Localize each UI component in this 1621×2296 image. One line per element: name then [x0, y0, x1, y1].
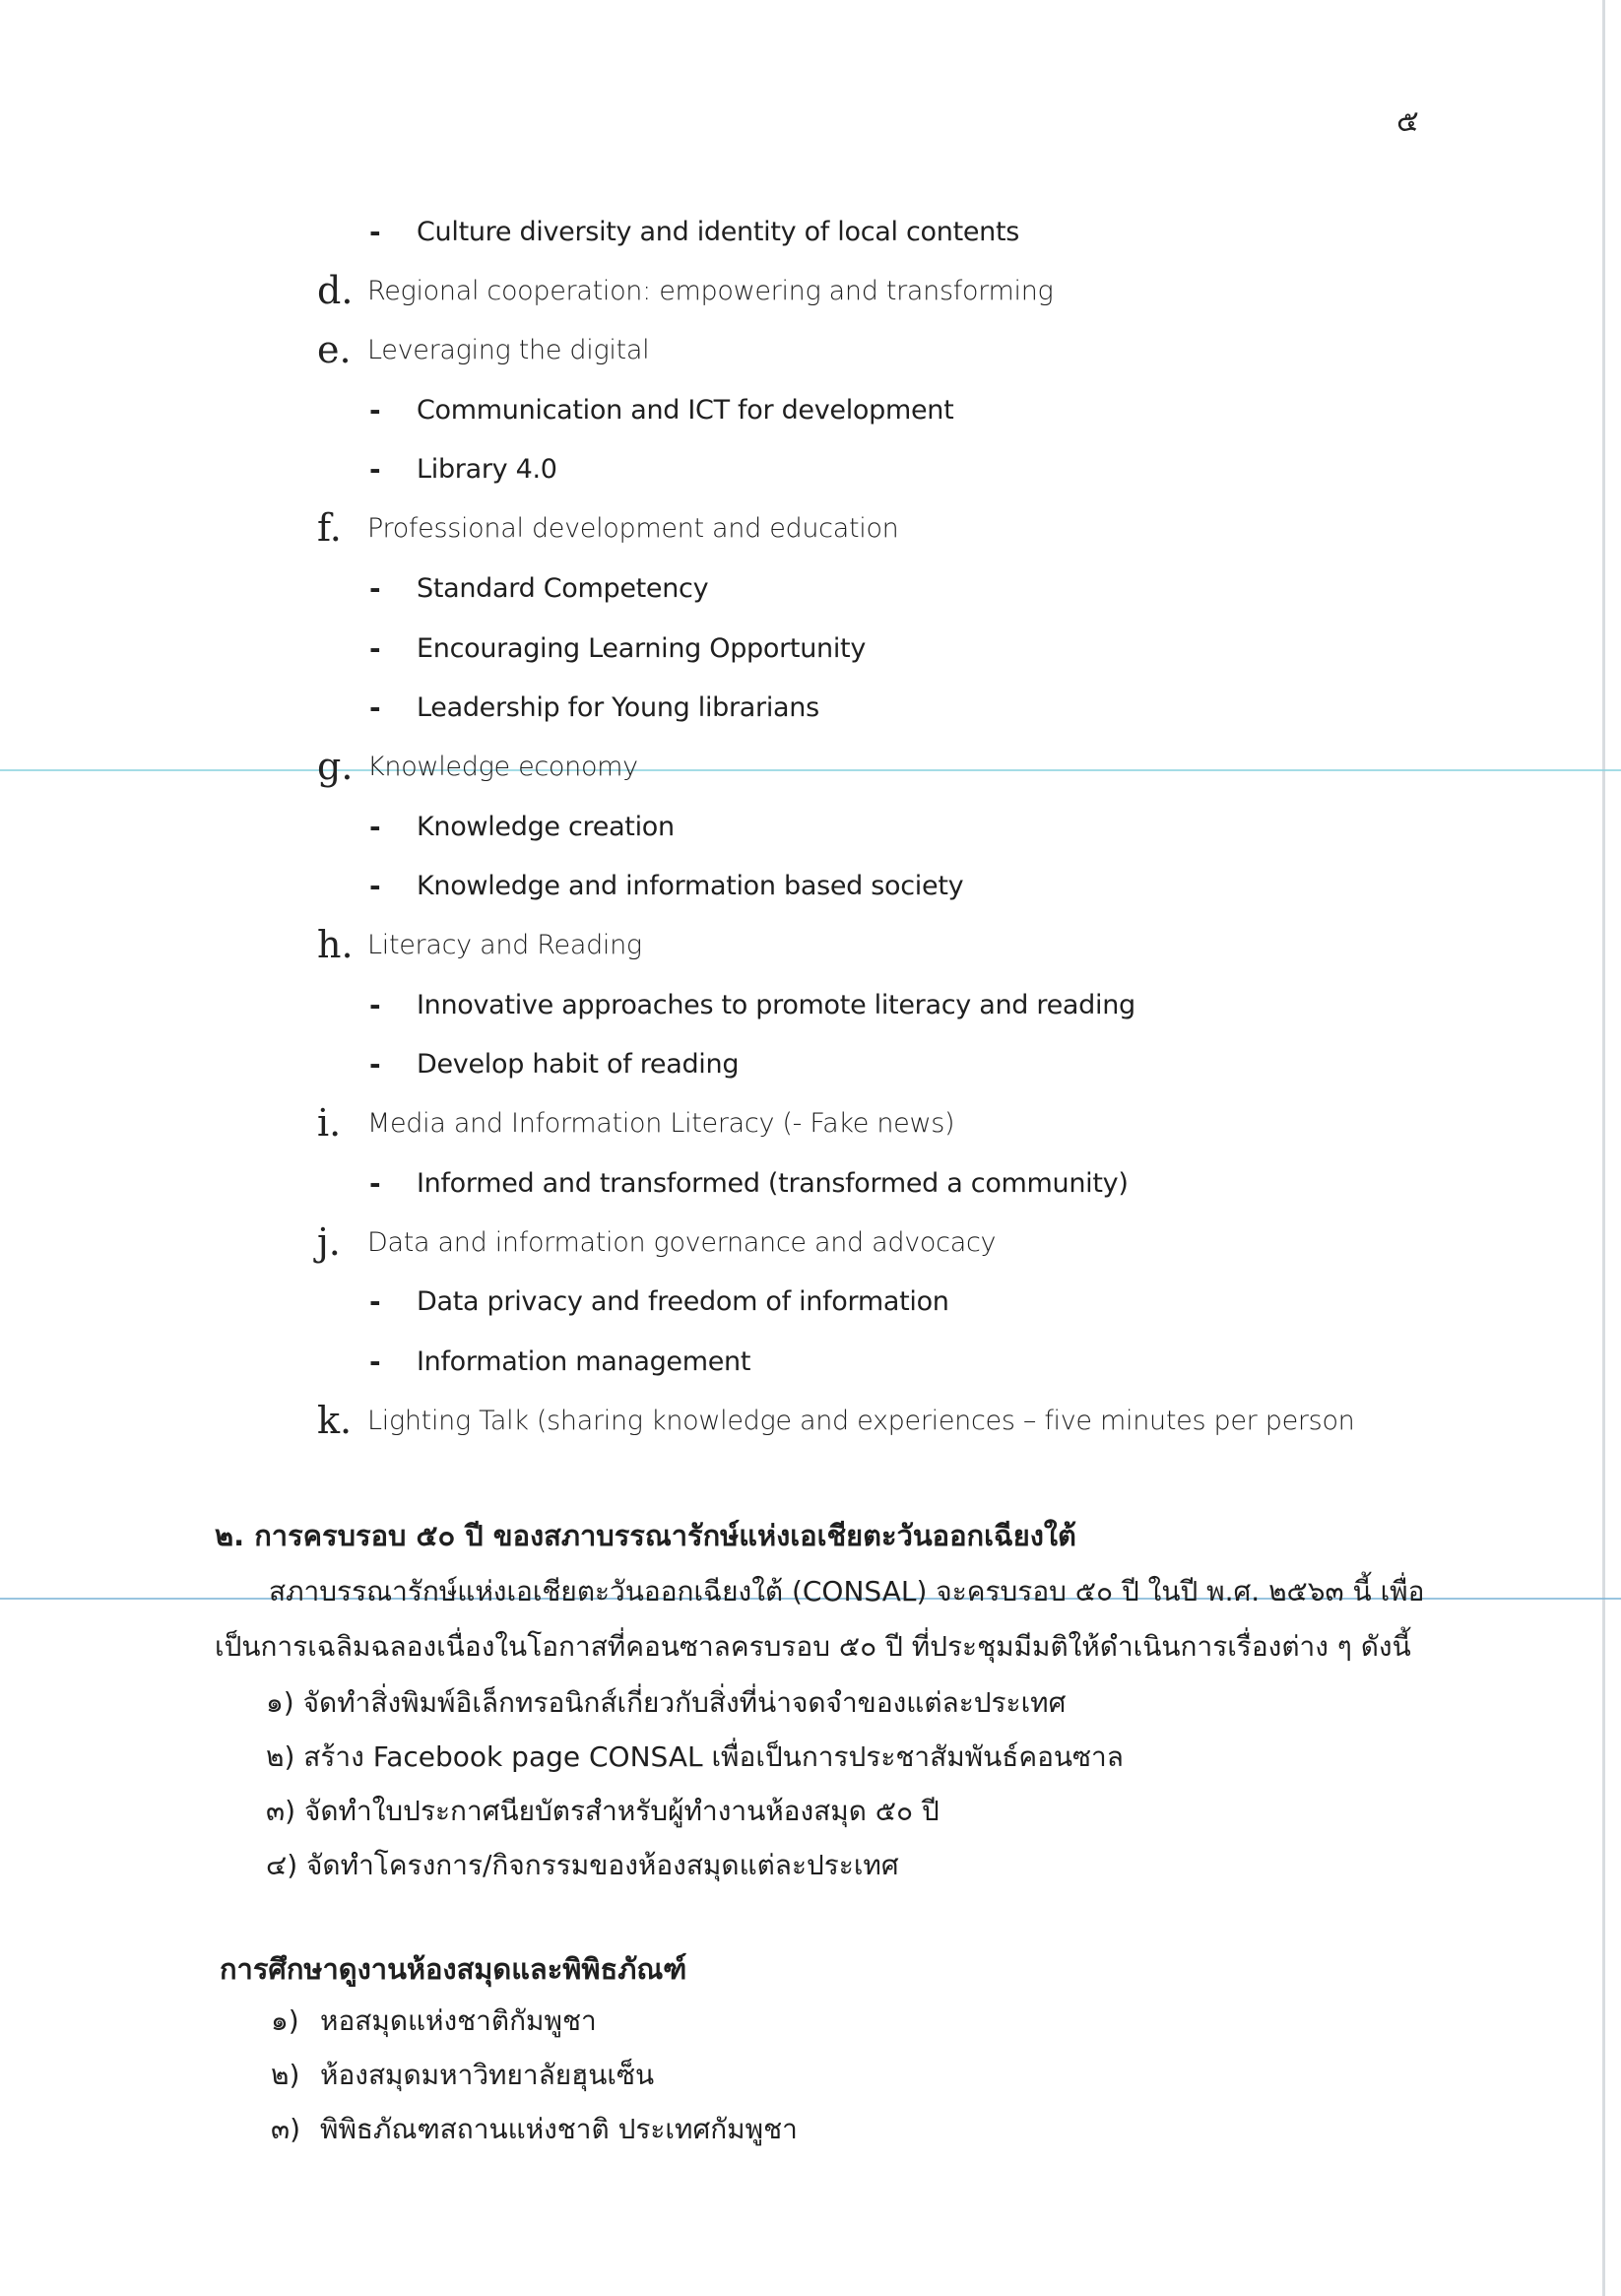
outline-item-text: Data and information governance and advocacy [367, 1226, 997, 1258]
scan-edge-line [1602, 0, 1605, 2296]
outline-marker: k. [317, 1399, 353, 1442]
dash-bullet: - [369, 1345, 381, 1378]
numbered-item-text: ห้องสมุดมหาวิทยาลัยฮุนเซ็น [320, 2059, 655, 2091]
dash-bullet: - [369, 393, 381, 426]
dash-bullet: - [369, 988, 381, 1021]
outline-subitem-text: Informed and transformed (transformed a community) [417, 1167, 1129, 1199]
numbered-item-text: พิพิธภัณฑสถานแห่งชาติ ประเทศกัมพูชา [320, 2113, 798, 2145]
outline-item-text: Literacy and Reading [367, 929, 642, 960]
outline-marker: j. [317, 1220, 341, 1264]
section-paragraph-line: เป็นการเฉลิมฉลองเนื่องในโอกาสที่คอนซาลครบรอบ ๕๐ ปี ที่ประชุมมีมติให้ดำเนินการเรื่องต่าง ๆ ดังนี้ [215, 1630, 1411, 1663]
dash-bullet: - [369, 1166, 381, 1200]
outline-marker: e. [317, 328, 352, 371]
outline-subitem-text: Knowledge and information based society [417, 870, 964, 901]
numbered-item: ๓) จัดทำใบประกาศนียบัตรสำหรับผู้ทำงานห้องสมุด ๕๐ ปี [266, 1795, 940, 1827]
outline-subitem-text: Knowledge creation [417, 811, 675, 842]
outline-item-text: Lighting Talk (sharing knowledge and experiences – five minutes per person [367, 1405, 1355, 1436]
numbered-item-number: ๓) [271, 2113, 301, 2145]
section-paragraph-line: สภาบรรณารักษ์แห่งเอเชียตะวันออกเฉียงใต้ (CONSAL) จะครบรอบ ๕๐ ปี ในปี พ.ศ. ๒๕๖๓ นี้ เพื่อ [269, 1575, 1425, 1607]
dash-bullet: - [369, 452, 381, 486]
numbered-item-number: ๒) [271, 2059, 300, 2091]
outline-subitem-text: Communication and ICT for development [417, 394, 954, 426]
dash-bullet: - [369, 571, 381, 605]
outline-subitem-text: Culture diversity and identity of local contents [417, 216, 1020, 247]
outline-subitem-text: Innovative approaches to promote literacy and reading [417, 989, 1135, 1020]
outline-item-text: Professional development and education [367, 512, 899, 544]
outline-subitem-text: Leadership for Young librarians [417, 691, 819, 723]
outline-item-text: Leveraging the digital [367, 334, 650, 365]
scan-artifact-line [0, 769, 1621, 771]
numbered-item: ๔) จัดทำโครงการ/กิจกรรมของห้องสมุดแต่ละประเทศ [266, 1849, 899, 1881]
dash-bullet: - [369, 215, 381, 248]
numbered-item: ๑) จัดทำสิ่งพิมพ์อิเล็กทรอนิกส์เกี่ยวกับสิ่งที่น่าจดจำของแต่ละประเทศ [266, 1686, 1067, 1719]
outline-marker: d. [317, 269, 354, 312]
outline-subitem-text: Encouraging Learning Opportunity [417, 632, 866, 664]
section-heading: ๒. การครบรอบ ๕๐ ปี ของสภาบรรณารักษ์แห่งเอเชียตะวันออกเฉียงใต้ [215, 1519, 1076, 1552]
dash-bullet: - [369, 810, 381, 843]
dash-bullet: - [369, 869, 381, 902]
section-heading: การศึกษาดูงานห้องสมุดและพิพิธภัณฑ์ [220, 1952, 687, 1986]
dash-bullet: - [369, 631, 381, 665]
numbered-item-text: หอสมุดแห่งชาติกัมพูชา [320, 2004, 597, 2037]
outline-marker: f. [317, 506, 342, 550]
dash-bullet: - [369, 1047, 381, 1081]
dash-bullet: - [369, 1284, 381, 1318]
page-number: ๕ [1396, 104, 1419, 139]
outline-subitem-text: Standard Competency [417, 572, 709, 604]
numbered-item: ๒) สร้าง Facebook page CONSAL เพื่อเป็นการประชาสัมพันธ์คอนซาล [266, 1740, 1124, 1773]
outline-marker: g. [317, 745, 354, 788]
outline-item-text: Knowledge economy [367, 751, 638, 782]
dash-bullet: - [369, 690, 381, 724]
outline-subitem-text: Information management [417, 1345, 751, 1377]
outline-subitem-text: Data privacy and freedom of information [417, 1285, 949, 1317]
outline-subitem-text: Library 4.0 [417, 453, 557, 485]
outline-item-text: Regional cooperation: empowering and transforming [367, 275, 1054, 306]
outline-marker: h. [317, 923, 354, 966]
numbered-item-number: ๑) [271, 2004, 299, 2037]
outline-item-text: Media and Information Literacy (- Fake news) [367, 1107, 955, 1139]
outline-marker: i. [317, 1101, 342, 1145]
outline-subitem-text: Develop habit of reading [417, 1048, 740, 1080]
